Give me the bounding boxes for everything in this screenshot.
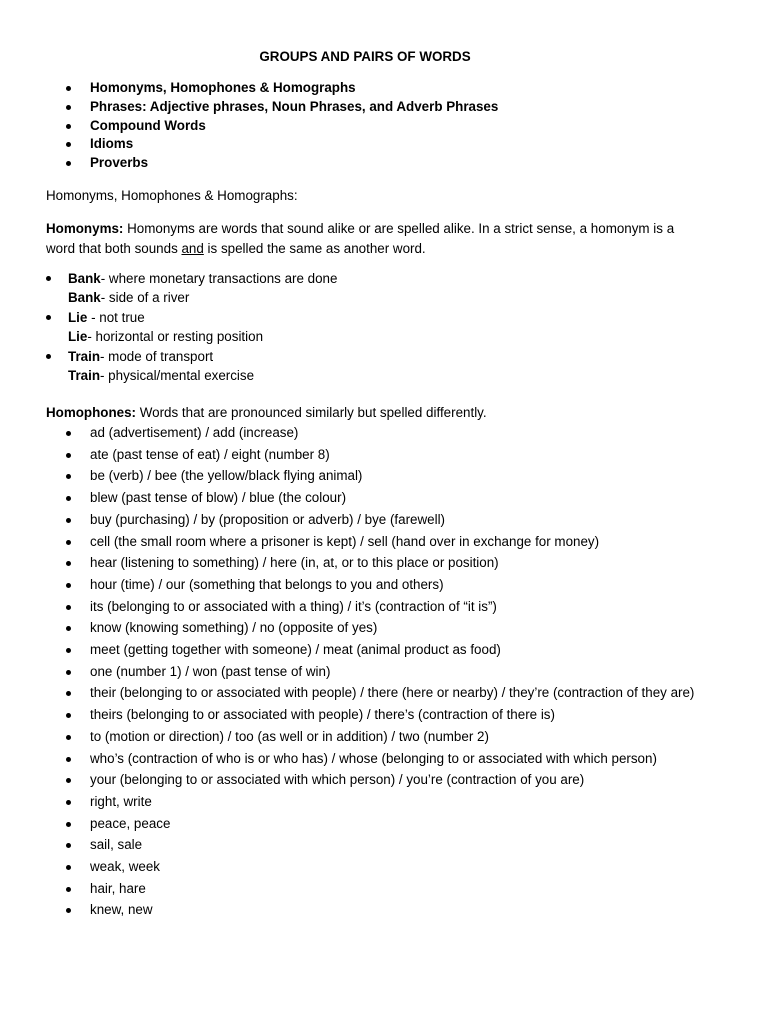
bullet-icon (46, 276, 51, 281)
bullet-icon (66, 908, 71, 913)
bullet-icon (66, 648, 71, 653)
section-heading: Homonyms, Homophones & Homographs: (46, 188, 298, 203)
bullet-icon (66, 605, 71, 610)
list-item: its (belonging to or associated with a thing) / it’s (contraction of “it is”) (62, 596, 702, 618)
bullet-icon (66, 431, 71, 436)
homonym-examples (44, 269, 337, 385)
list-item: knew, new (62, 899, 702, 921)
page-title: GROUPS AND PAIRS OF WORDS (259, 49, 471, 64)
list-item: buy (purchasing) / by (proposition or adverb) / bye (farewell) (62, 509, 702, 531)
list-item: hair, hare (62, 878, 702, 900)
homophones-label: Homophones: (46, 405, 137, 420)
list-item: ad (advertisement) / add (increase) (62, 422, 702, 444)
homonym-example-alt: Train- physical/mental exercise (68, 368, 255, 384)
bullet-icon (66, 86, 71, 91)
bullet-icon (46, 315, 51, 320)
topic-item: Compound Words (62, 117, 498, 136)
list-item: right, write (62, 791, 702, 813)
list-item: be (verb) / bee (the yellow/black flying animal) (62, 465, 702, 487)
list-item: blew (past tense of blow) / blue (the colour) (62, 487, 702, 509)
list-item: weak, week (62, 856, 702, 878)
list-item: peace, peace (62, 813, 702, 835)
topic-item: Idioms (62, 135, 498, 154)
homonym-example: Train- mode of transport (44, 347, 337, 366)
list-item: hear (listening to something) / here (in, at, or to this place or position) (62, 552, 702, 574)
bullet-icon (66, 161, 71, 166)
list-item: your (belonging to or associated with which person) / you’re (contraction of you are) (62, 769, 702, 791)
homophones-definition: Homophones: Words that are pronounced similarly but spelled differently. (46, 405, 487, 420)
list-item: their (belonging to or associated with people) / there (here or nearby) / they’re (contraction of they are) (62, 682, 702, 704)
list-item: sail, sale (62, 834, 702, 856)
bullet-icon (66, 142, 71, 147)
topic-item: Phrases: Adjective phrases, Noun Phrases, and Adverb Phrases (62, 98, 498, 117)
bullet-icon (66, 105, 71, 110)
bullet-icon (66, 518, 71, 523)
bullet-icon (66, 778, 71, 783)
homonym-example-alt: Bank- side of a river (68, 290, 190, 306)
bullet-icon (66, 713, 71, 718)
homonyms-definition: Homonyms: Homonyms are words that sound alike or are spelled alike. In a strict sense, a homonym is a word that both sounds and is spelled the same as another word. (46, 221, 675, 256)
list-item: meet (getting together with someone) / meat (animal product as food) (62, 639, 702, 661)
bullet-icon (66, 865, 71, 870)
bullet-icon (66, 626, 71, 631)
list-item: ate (past tense of eat) / eight (number 8) (62, 444, 702, 466)
homonym-example: Bank- where monetary transactions are done (44, 269, 337, 288)
bullet-icon (66, 496, 71, 501)
bullet-icon (66, 691, 71, 696)
homonym-example: Lie - not true (44, 308, 337, 327)
list-item: know (knowing something) / no (opposite of yes) (62, 617, 702, 639)
bullet-icon (66, 670, 71, 675)
bullet-icon (66, 822, 71, 827)
bullet-icon (66, 843, 71, 848)
topic-list (62, 79, 498, 173)
bullet-icon (46, 354, 51, 359)
list-item: one (number 1) / won (past tense of win) (62, 661, 702, 683)
homonym-example-alt: Lie- horizontal or resting position (68, 329, 264, 345)
bullet-icon (66, 583, 71, 588)
bullet-icon (66, 540, 71, 545)
bullet-icon (66, 887, 71, 892)
homophone-list (62, 422, 702, 921)
list-item: who’s (contraction of who is or who has) / whose (belonging to or associated with which person) (62, 748, 702, 770)
bullet-icon (66, 561, 71, 566)
bullet-icon (66, 453, 71, 458)
list-item: hour (time) / our (something that belongs to you and others) (62, 574, 702, 596)
bullet-icon (66, 735, 71, 740)
bullet-icon (66, 757, 71, 762)
list-item: theirs (belonging to or associated with people) / there’s (contraction of there is) (62, 704, 702, 726)
topic-item: Proverbs (62, 154, 498, 173)
list-item: cell (the small room where a prisoner is kept) / sell (hand over in exchange for money) (62, 531, 702, 553)
homonyms-label: Homonyms: (46, 221, 124, 236)
topic-item: Homonyms, Homophones & Homographs (62, 79, 498, 98)
bullet-icon (66, 474, 71, 479)
bullet-icon (66, 124, 71, 129)
bullet-icon (66, 800, 71, 805)
list-item: to (motion or direction) / too (as well or in addition) / two (number 2) (62, 726, 702, 748)
